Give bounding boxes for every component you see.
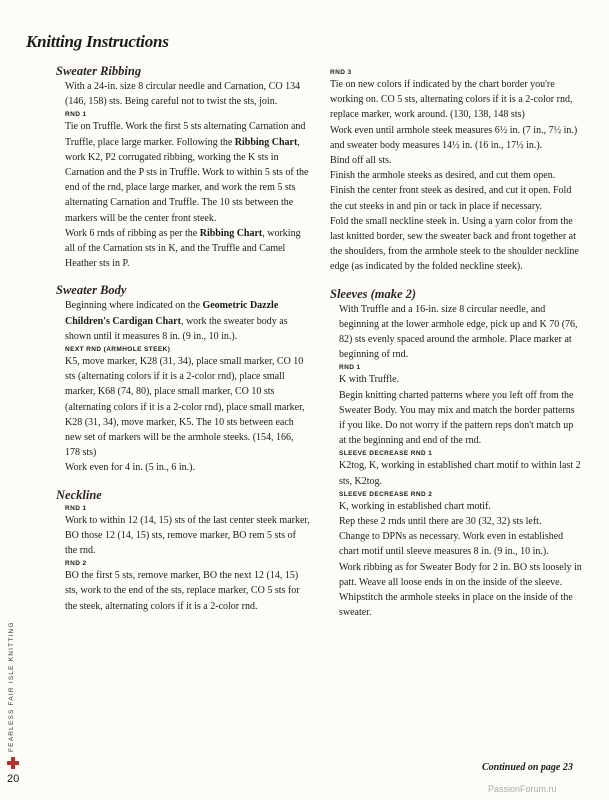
round-label: SLEEVE DECREASE RND 2 (339, 490, 433, 498)
right-column (330, 67, 582, 621)
page-title: Knitting Instructions (26, 32, 169, 51)
section-heading-sweater-body: Sweater Body (56, 283, 127, 298)
section-heading-neckline: Neckline (56, 487, 102, 502)
neckline-rnd1-text: Work to within 12 (14, 15) sts of the last center steek marker, BO those 12 (14, 15) sts, remove marker, BO rem 5 sts of the rnd. (65, 514, 310, 557)
sleeve-ribbing-text: Work ribbing as for Sweater Body for 2 in. BO sts loosely in patt. Weave all loose ends in on the inside of the sleeve. Whipstitch the armhole steeks in place on the inside of the sweater. (339, 561, 582, 619)
ribbing-intro: With a 24-in. size 8 circular needle and Carnation, CO 134 (146, 158) sts. Being careful not to twist the sts, join. (65, 81, 301, 108)
plus-icon (7, 757, 19, 769)
watermark: PassionForum.ru (488, 784, 557, 794)
armhole-steek-text: K5, move marker, K28 (31, 34), place small marker, CO 10 sts (alternating colors if it is a 2-color rnd), place small marker, K68 (74, 80), place small marker, CO 10 sts (alternating colors if it is a 2-color rnd), place small marker, K28 (31, 34), move marker, K5. The 10 sts between each new set of markers will be the armhole steeks. (154, 166, 178 sts) (65, 356, 305, 459)
work-even-text: Work even for 4 in. (5 in., 6 in.). (65, 462, 195, 474)
ribbing-rnd1-text: Tie on Truffle. Work the first 5 sts alternating Carnation and Truffle, place large marker. Following the Ribbing Chart, work K2, P2 corrugated ribbing, working the K sts in Carnation and the P sts in Truffle. Work to within 5 sts of the end of the rnd, place large marker, and work the rem 5 sts alternating Carnation and Truffle. The 10 sts between the markers will be the center front steek. (65, 121, 309, 224)
armhole-measure-text: Work even until armhole steek measures 6½ in. (7 in., 7½ in.) and sweater body measures 14½ in. (16 in., 17½ in.). (330, 124, 578, 151)
round-label: NEXT RND (ARMHOLE STEEK) (65, 346, 171, 354)
continued-note: Continued on page 23 (482, 762, 573, 773)
ribbing-rows-text: Work 6 rnds of ribbing as per the Ribbing Chart, working all of the Carnation sts in K, and the Truffle and Camel Heather sts in P. (65, 227, 301, 270)
round-label: RND 2 (65, 560, 87, 568)
body-intro: Beginning where indicated on the Geometric Dazzle Children's Cardigan Chart, work the sweater body as shown until it measures 8 in. (9 in., 10 in.). (65, 300, 288, 342)
page-number: 20 (7, 773, 20, 785)
neckline-rnd2-text: BO the first 5 sts, remove marker, BO the next 12 (14, 15) sts, work to the end of the sts, replace marker, CO 5 sts for the steek, alternating colors if it is a 2-color rnd. (65, 570, 300, 612)
sleeve-rnd1-text: K with Truffle. (339, 374, 400, 386)
sleeve-decrease-2-text: K, working in established chart motif. (339, 500, 491, 512)
section-heading-sleeves: Sleeves (make 2) (330, 286, 417, 301)
bind-off-text: Bind off all sts. (330, 155, 392, 167)
section-heading-sweater-ribbing: Sweater Ribbing (56, 64, 142, 78)
dpn-text: Change to DPNs as necessary. Work even in established chart motif until sleeve measures 8 in. (9 in., 10 in.). (339, 531, 564, 558)
sleeves-intro: With Truffle and a 16-in. size 8 circular needle, and beginning at the lower armhole edge, pick up and K 70 (76, 82) sts evenly spaced around the armhole. Place marker at beginning of rnd. (339, 303, 578, 361)
round-label: RND 1 (65, 111, 87, 119)
sleeve-decrease-1-text: K2tog, K, working in established chart motif to within last 2 sts, K2tog. (339, 460, 581, 487)
begin-charted-text: Begin knitting charted patterns where you left off from the Sweater Body. You may mix and match the border patterns if you like. Do not worry if the pattern reps don't match up at the beginning and end of the rnd. (339, 389, 575, 447)
round-label: RND 1 (339, 364, 361, 372)
neckline-rnd3-text: Tie on new colors if indicated by the chart border you're working on. CO 5 sts, alternating colors if it is a 2-color rnd, replace marker, work around. (130, 138, 148 sts) (330, 79, 573, 121)
round-label: RND 3 (330, 69, 352, 76)
running-head: FEARLESS FAIR ISLE KNITTING (8, 621, 15, 752)
round-label: SLEEVE DECREASE RND 1 (339, 450, 433, 458)
round-label: RND 1 (65, 504, 87, 512)
finish-steeks-text: Finish the armhole steeks as desired, and cut them open. Finish the center front steek as desired, and cut it open. Fold the cut steeks in and pin or tack in place if necessary. (330, 170, 572, 212)
fold-neckline-text: Fold the small neckline steek in. Using a yarn color from the last knitted border, sew the sweater back and front together at the shoulders, from the armhole steek to the shoulder neckline edge (as indicated by the folded neckline steek). (330, 215, 579, 273)
left-column (56, 64, 310, 614)
repeat-text: Rep these 2 rnds until there are 30 (32, 32) sts left. (339, 516, 542, 528)
